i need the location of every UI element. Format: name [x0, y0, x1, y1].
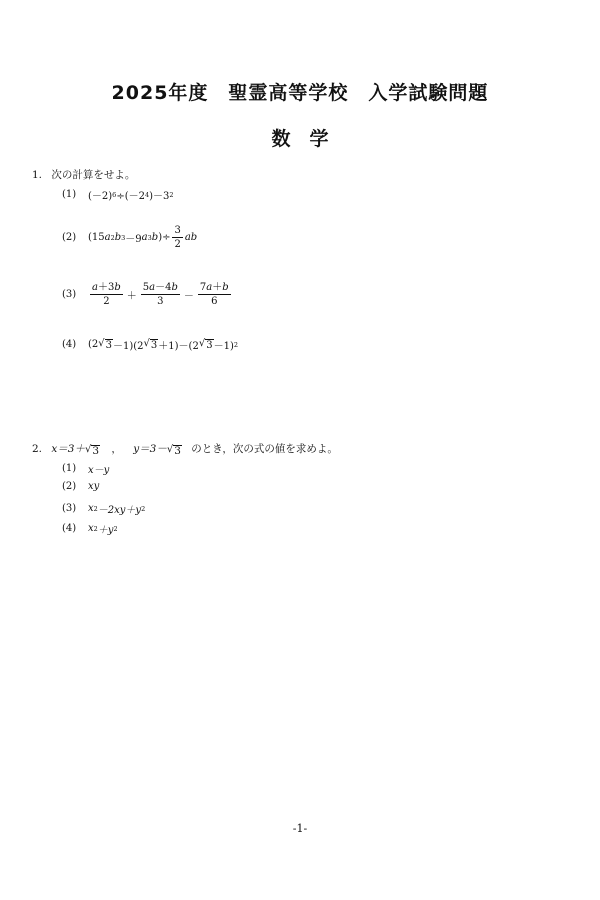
- q1-item-4: [62, 337, 238, 352]
- math-expression: x 2 ＋y 2: [88, 523, 118, 536]
- fraction: $\frac{3}{2}$: [174, 225, 181, 250]
- math-expression: (2 √ 3 －1)(2 √ 3 ＋1)－(2 √ 3 －1) 2: [88, 338, 238, 352]
- fraction: $\frac{7a+b}{6}$: [199, 282, 229, 307]
- question-prompt: のとき，次の式の値を求めよ。: [191, 443, 338, 455]
- q2-item-2: [62, 481, 99, 492]
- q1-item-1: [62, 187, 174, 202]
- condition-x: x＝3＋ √ 3: [51, 443, 100, 457]
- item-label: (1): [62, 189, 77, 200]
- question-prompt: 次の計算をせよ。: [51, 169, 136, 181]
- q1-item-2: [62, 225, 197, 250]
- question-2-heading: 2. x＝3＋ √ 3 ， y＝3－ √ 3 のとき，次の式の値を求めよ。: [32, 443, 338, 457]
- item-label: (4): [62, 339, 77, 350]
- item-label: (1): [62, 463, 77, 474]
- math-expression: $\frac{a+3b}{2}$ ＋ $\frac{5a-4b}{3}$ － $\frac{7a+b}{6}$: [92, 282, 229, 307]
- math-expression: xy: [88, 481, 100, 492]
- math-expression: x－y: [88, 465, 110, 476]
- item-label: (3): [62, 503, 77, 514]
- math-expression: (15 a 2 b 3 －9 a 3 b )÷ $\frac{3}{2}$ ab: [88, 225, 198, 250]
- item-label: (2): [62, 232, 77, 243]
- math-expression: x 2 －2xy＋y 2: [88, 503, 146, 516]
- math-expression: (－2) 6 ÷(－2 4 )－3 2: [88, 190, 174, 202]
- item-label: (2): [62, 481, 77, 492]
- fraction: $\frac{5a-4b}{3}$: [142, 282, 178, 307]
- condition-y: y＝3－ √ 3: [133, 443, 181, 457]
- subject-title: 数 学: [271, 128, 329, 150]
- q2-item-4: [62, 521, 118, 536]
- page-number: -1-: [292, 822, 308, 835]
- question-number: 1.: [32, 169, 43, 181]
- exam-title: 2025年度 聖霊高等学校 入学試験問題: [111, 82, 489, 104]
- question-1-heading: [32, 167, 135, 182]
- question-number: 2.: [32, 443, 43, 455]
- item-label: (4): [62, 523, 77, 534]
- q1-item-3: [62, 282, 233, 307]
- q2-item-3: [62, 501, 145, 516]
- fraction: $\frac{a+3b}{2}$: [92, 282, 121, 307]
- item-label: (3): [62, 289, 77, 300]
- q2-item-1: [62, 461, 109, 476]
